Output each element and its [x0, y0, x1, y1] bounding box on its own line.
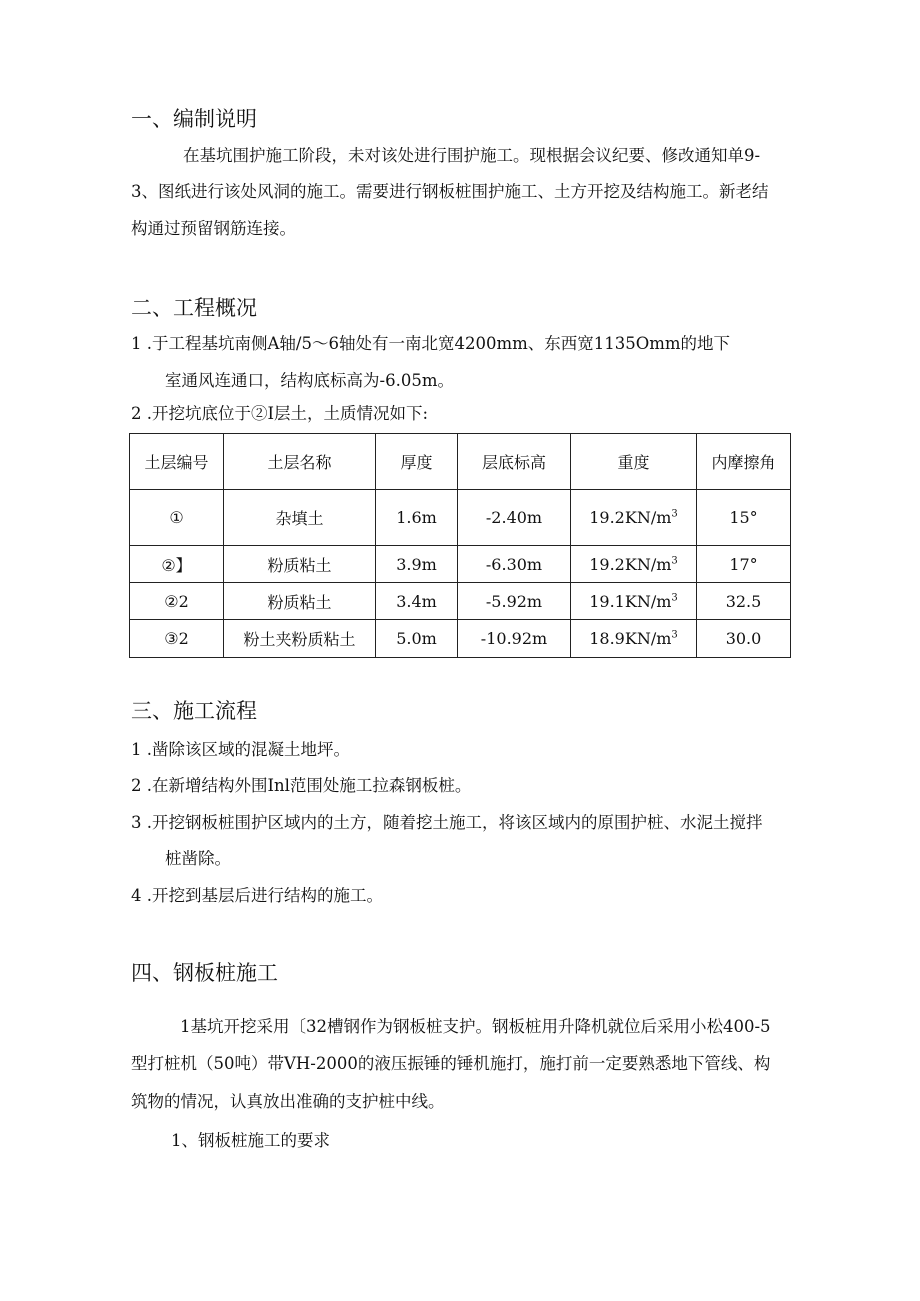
table-header-cell: 重度 [571, 434, 697, 490]
table-cell: 3.9m [376, 546, 458, 583]
table-cell: 1.6m [376, 490, 458, 546]
soil-table [129, 433, 791, 658]
table-cell: 30.0 [697, 620, 791, 658]
paragraph-line: 1 .于工程基坑南侧A轴/5～6轴处有一南北宽4200mm、东西宽1135Omm的地下 [131, 334, 731, 353]
table-cell: 5.0m [376, 620, 458, 658]
table-cell [571, 490, 697, 546]
section-heading-4: 四、钢板桩施工 [131, 961, 278, 985]
paragraph-line: 构通过预留钢筋连接。 [131, 219, 296, 238]
table-cell: 粉质粘土 [224, 583, 376, 620]
table-header-cell: 厚度 [376, 434, 458, 490]
table-header-cell: 土层编号 [130, 434, 224, 490]
table-row [130, 620, 791, 658]
subheading: 1、钢板桩施工的要求 [171, 1131, 330, 1150]
table-cell [571, 546, 697, 583]
table-cell: ① [130, 490, 224, 546]
table-row [130, 490, 791, 546]
table-cell: 15° [697, 490, 791, 546]
unit-superscript: 3 [671, 508, 678, 520]
table-cell: -2.40m [458, 490, 571, 546]
unit-weight-value: 19.2KN∕m [589, 554, 672, 574]
paragraph-line: 4 .开挖到基层后进行结构的施工。 [131, 886, 383, 905]
paragraph-line: 2 .在新增结构外围Inl范围处施工拉森钢板桩。 [131, 776, 472, 795]
table-cell: 粉土夹粉质粘土 [224, 620, 376, 658]
unit-weight-value: 18.9KN∕m [589, 629, 672, 648]
paragraph-line: 2 .开挖坑底位于②I层土，土质情况如下: [131, 404, 429, 423]
table-cell: 17° [697, 546, 791, 583]
table-cell: ③2 [130, 620, 224, 658]
table-cell [571, 583, 697, 620]
table-header-cell: 内摩擦角 [697, 434, 791, 490]
table-cell: 3.4m [376, 583, 458, 620]
table-cell: -6.30m [458, 546, 571, 583]
table-cell: ②】 [130, 546, 224, 583]
table-row [130, 546, 791, 583]
table-cell: -10.92m [458, 620, 571, 658]
section-heading-2: 二、工程概况 [131, 296, 257, 320]
table-row [130, 583, 791, 620]
table-cell: -5.92m [458, 583, 571, 620]
paragraph-line: 筑物的情况，认真放出准确的支护桩中线。 [131, 1092, 445, 1111]
table-cell [571, 620, 697, 658]
unit-superscript: 3 [671, 592, 678, 604]
paragraph-line: 室通风连通口，结构底标高为-6.05m。 [165, 371, 454, 390]
table-header-cell: 土层名称 [224, 434, 376, 490]
paragraph-line: 型打桩机（50吨）带VH-2000的液压振锤的锤机施打，施打前一定要熟悉地下管线、构 [131, 1054, 771, 1073]
section-heading-1: 一、编制说明 [131, 107, 257, 131]
paragraph-line: 1 .凿除该区域的混凝土地坪。 [131, 740, 350, 759]
paragraph-line: 桩凿除。 [165, 849, 231, 868]
unit-superscript: 3 [671, 629, 678, 641]
unit-weight-value: 19.1KN∕m [589, 591, 672, 611]
table-cell: 32.5 [697, 583, 791, 620]
paragraph-line: 1基坑开挖采用〔32槽钢作为钢板桩支护。钢板桩用升降机就位后采用小松400-5 [180, 1017, 771, 1036]
table-cell: 粉质粘土 [224, 546, 376, 583]
paragraph-line: 3 .开挖钢板桩围护区域内的土方，随着挖土施工，将该区域内的原围护桩、水泥土搅拌 [131, 813, 763, 832]
unit-weight-value: 19.2KN∕m [589, 508, 672, 527]
paragraph-line: 3、图纸进行该处风洞的施工。需要进行钢板桩围护施工、土方开挖及结构施工。新老结 [131, 182, 769, 201]
section-heading-3: 三、施工流程 [131, 699, 257, 723]
table-header-row [130, 434, 791, 490]
table-header-cell: 层底标高 [458, 434, 571, 490]
table-cell: 杂填土 [224, 490, 376, 546]
unit-superscript: 3 [671, 555, 678, 567]
table-cell: ②2 [130, 583, 224, 620]
paragraph-line: 在基坑围护施工阶段，未对该处进行围护施工。现根据会议纪要、修改通知单9- [183, 146, 761, 165]
